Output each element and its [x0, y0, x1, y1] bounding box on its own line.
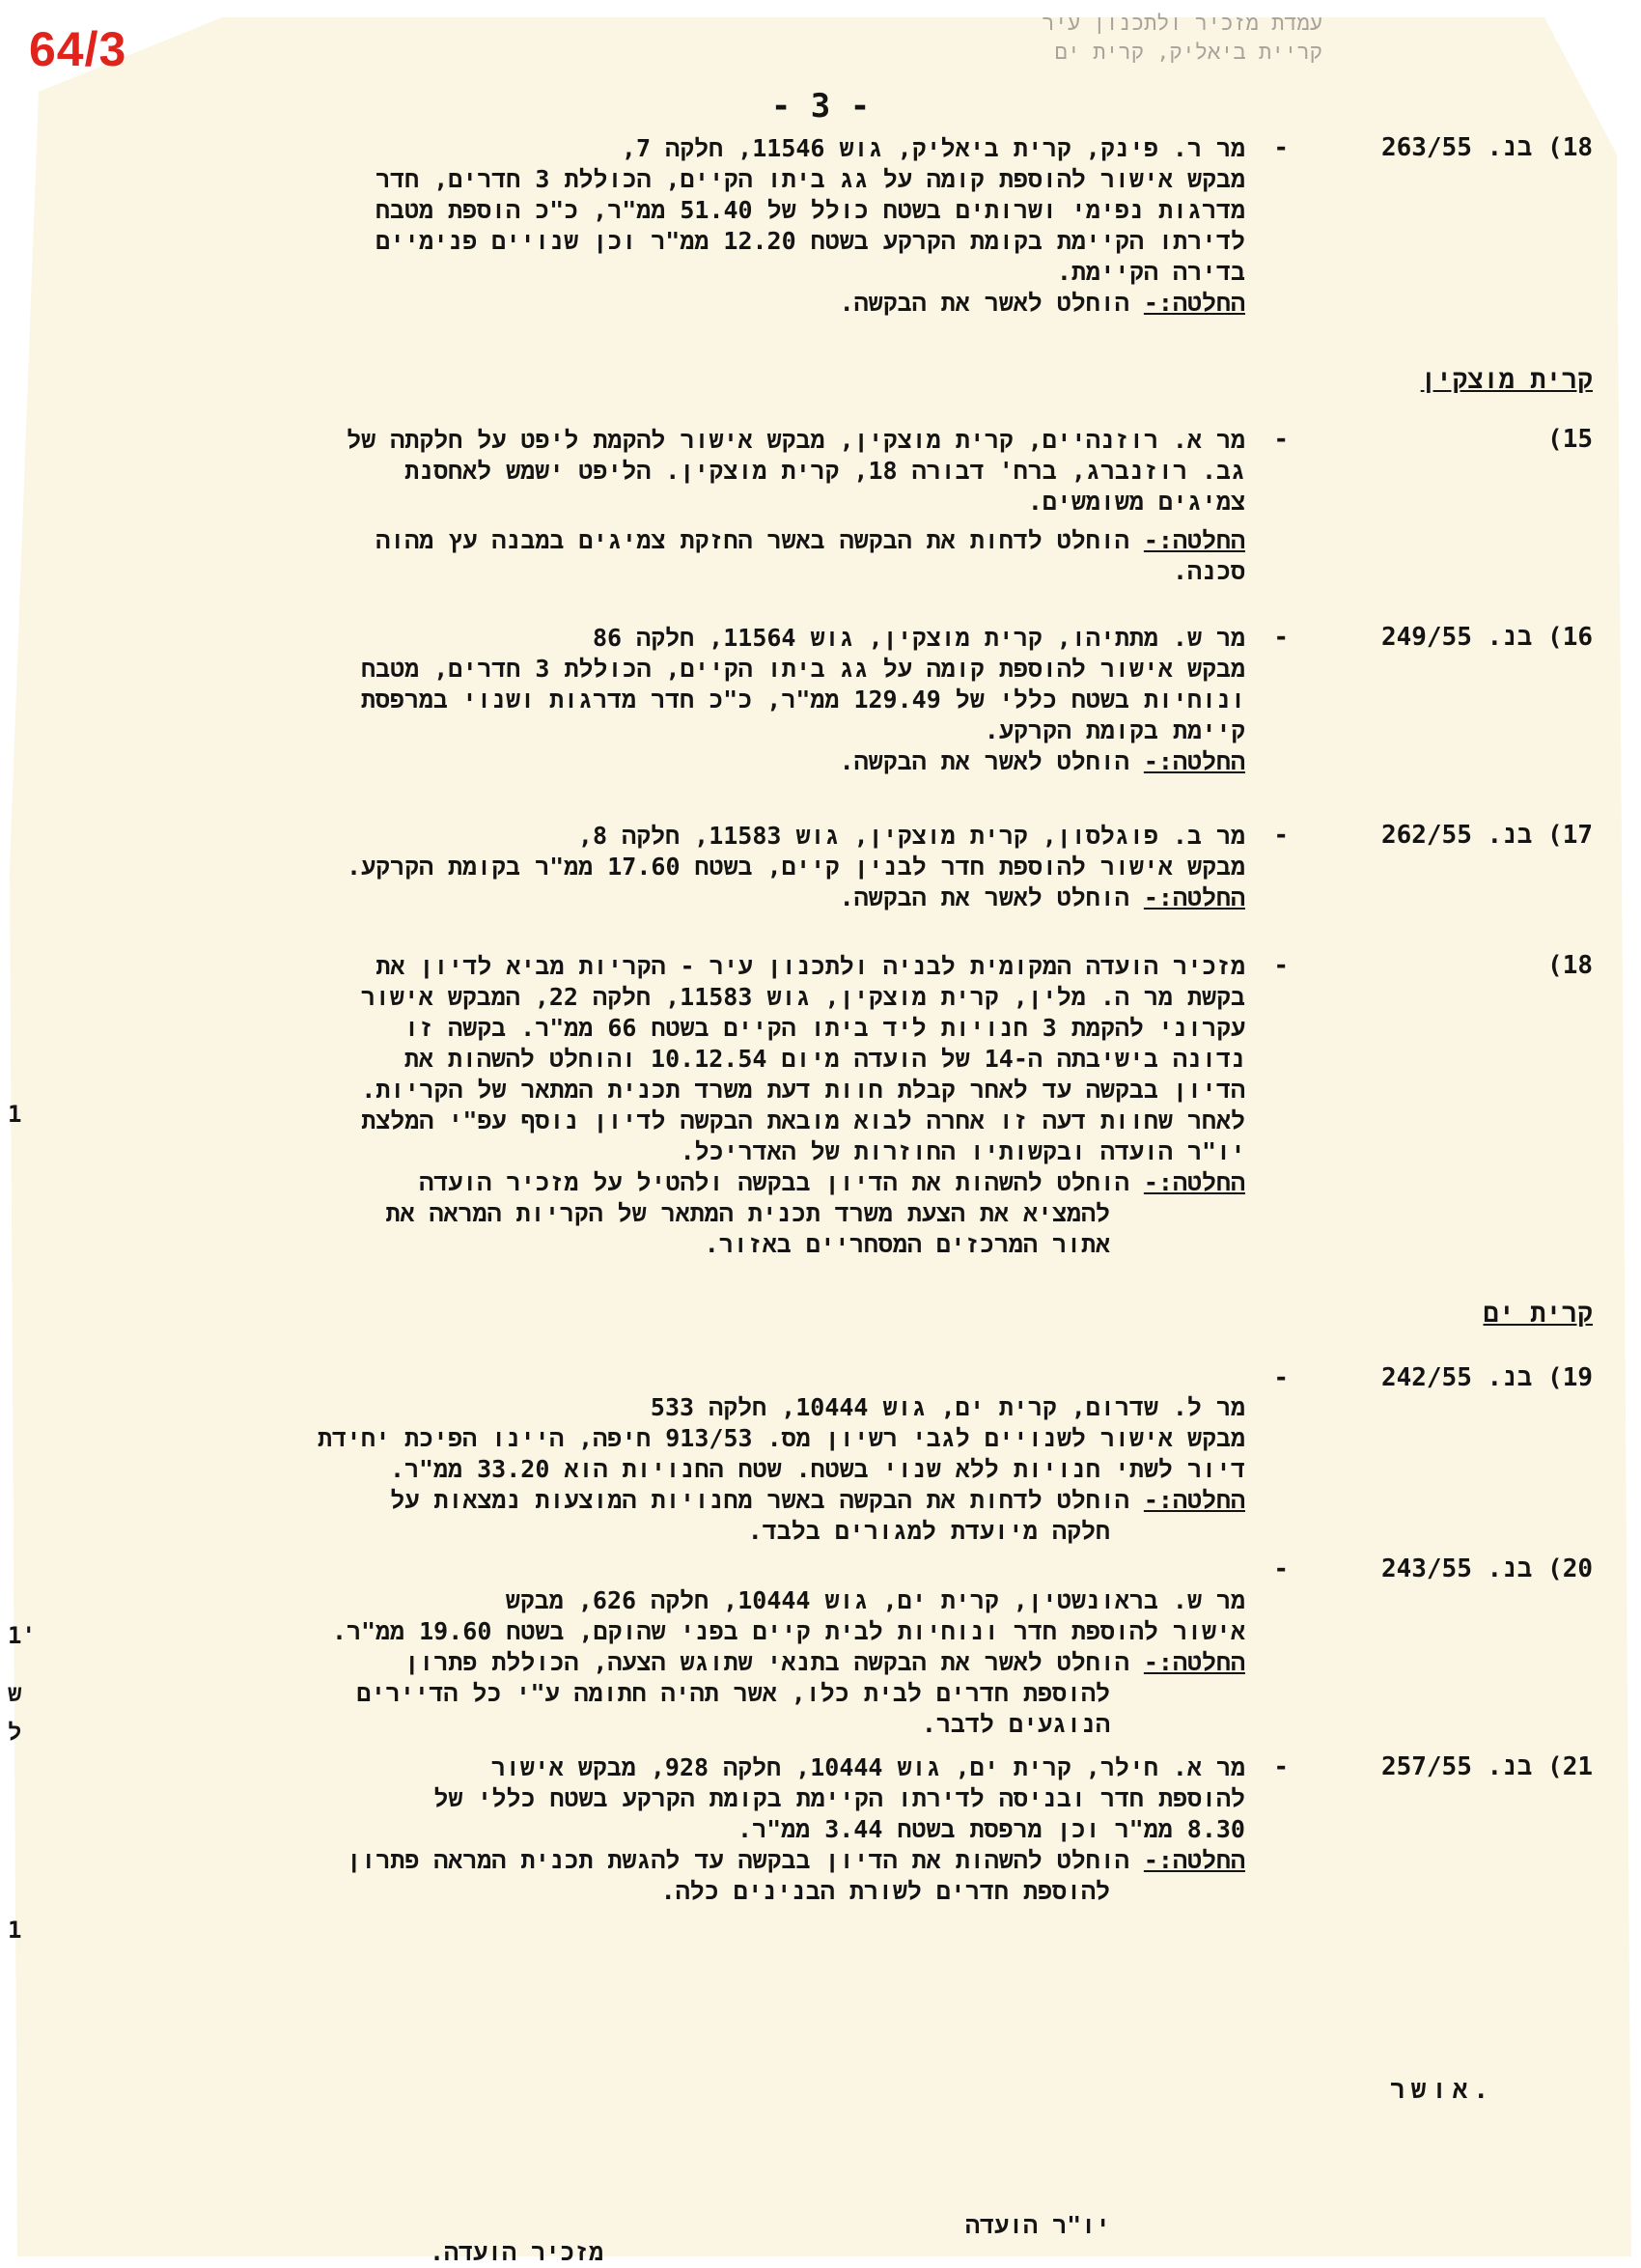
decision-line: [63, 1647, 1245, 1678]
decision-line: להוספת חדרים לבית כלו, אשר תהיה חתומה ע"י כל הדיירים: [356, 1679, 1110, 1707]
entry-line: מבקש אישור להוספת קומה על גג ביתו הקיים, הכוללת 3 חדרים, חדר: [375, 165, 1245, 193]
entry-line: אישור להוספת חדר ונוחיות לבית קיים בפני שהוקם, בשטח 19.60 ממ"ר.: [331, 1617, 1245, 1645]
entry-line: מר א. חילר, קרית ים, גוש 10444, חלקה 928, מבקש אישור: [490, 1753, 1245, 1781]
entry-line: מר ר. פינק, קרית ביאליק, גוש 11546, חלקה 7,: [621, 134, 1245, 162]
decision-line: חלקה מיועדת למגורים בלבד.: [747, 1517, 1110, 1545]
entry-line: דיור לשתי חנויות ללא שנוי בשטח. שטח החנויות הוא 33.20 ממ"ר.: [389, 1455, 1245, 1483]
entry-line: עקרוני להקמת 3 חנויות ליד ביתו הקיים בשטח 66 ממ"ר. בקשה זו: [404, 1014, 1245, 1042]
page-number: - 3 -: [770, 87, 871, 126]
decision-text: הוחלט להשהות את הדיון בבקשה ולהטיל על מזכיר הועדה: [419, 1168, 1129, 1196]
decision-text: הוחלט לאשר את הבקשה.: [839, 883, 1129, 911]
decision-label: החלטה:-: [1143, 1486, 1245, 1514]
section-title: קרית מוצקין: [1420, 365, 1593, 395]
decision-label: החלטה:-: [1143, 883, 1245, 911]
entry-text: [63, 821, 1245, 913]
faint-letterhead-line: קריית ביאליק, קרית ים: [1054, 41, 1322, 65]
margin-mark: 1: [8, 1917, 22, 1944]
entry-text: [63, 1752, 1245, 1907]
decision-text: הוחלט לדחות את הבקשה באשר מחנויות המוצעות נמצאות על: [390, 1486, 1129, 1514]
entry-number: 16) בנ. 249/55: [1380, 623, 1593, 652]
decision-line: [63, 525, 1245, 556]
decision-line: הנוגעים לדבר.: [921, 1710, 1110, 1738]
entry-line: מזכיר הועדה המקומית לבניה ולתכנון עיר - הקריות מביא לדיון את: [375, 952, 1245, 980]
entry-line: צמיגים משומשים.: [1027, 488, 1245, 516]
approval-mark: אושר.: [1390, 2076, 1495, 2105]
entry-line: 8.30 ממ"ר וכן מרפסת בשטח 3.44 ממ"ר.: [737, 1815, 1245, 1843]
entry-number: 17) בנ. 262/55: [1380, 821, 1593, 850]
decision-label: החלטה:-: [1143, 747, 1245, 775]
entry-line: מבקש אישור לשנויים לגבי רשיון מס. 913/53 חיפה, היינו הפיכת יחידת: [317, 1424, 1245, 1452]
entry-dash: -: [1273, 623, 1289, 652]
decision-line: [63, 1167, 1245, 1198]
entry-line: ונוחיות בשטח כללי של 129.49 ממ"ר, כ"כ חדר מדרגות ושנוי במרפסת: [360, 686, 1245, 714]
entry-line: גב. רוזנברג, ברח' דבורה 18, קרית מוצקין. הליפט ישמש לאחסנת: [404, 457, 1245, 485]
decision-label: החלטה:-: [1143, 1846, 1245, 1874]
entry-number: 15): [1547, 425, 1593, 454]
entry-number: 19) בנ. 242/55: [1380, 1363, 1593, 1392]
decision-label: החלטה:-: [1143, 526, 1245, 554]
entry-number: 18): [1547, 951, 1593, 980]
entry-text: [63, 425, 1245, 587]
entry-line: מבקש אישור להוספת חדר לבנין קיים, בשטח 17.60 ממ"ר בקומת הקרקע.: [346, 853, 1245, 881]
entry-dash: -: [1273, 1752, 1289, 1781]
decision-label: החלטה:-: [1143, 289, 1245, 317]
entry-text: [63, 133, 1245, 319]
entry-dash: -: [1273, 1554, 1289, 1583]
signature-chairman: יו"ר הועדה: [965, 2211, 1111, 2239]
decision-line: [63, 288, 1245, 319]
decision-text: הוחלט להשהות את הדיון בבקשה עד להגשת תכנית המראה פתרון: [347, 1846, 1129, 1874]
decision-label: החלטה:-: [1143, 1168, 1245, 1196]
decision-line: [63, 882, 1245, 913]
decision-text: הוחלט לאשר את הבקשה.: [839, 289, 1129, 317]
section-title: קרית ים: [1483, 1299, 1593, 1329]
decision-text: הוחלט לאשר את הבקשה.: [839, 747, 1129, 775]
entry-line: מר ל. שדרום, קרית ים, גוש 10444, חלקה 533: [650, 1393, 1245, 1421]
decision-label: החלטה:-: [1143, 1648, 1245, 1676]
margin-mark: ל: [8, 1719, 22, 1746]
decision-line: סכנה.: [1172, 557, 1245, 585]
entry-line: בקשת מר ה. מלין, קרית מוצקין, גוש 11583, חלקה 22, המבקש אישור: [360, 983, 1245, 1011]
entry-text: [63, 1585, 1245, 1740]
entry-number: 18) בנ. 263/55: [1380, 133, 1593, 162]
decision-text: הוחלט לדחות את הבקשה באשר החזקת צמיגים במבנה עץ מהוה: [375, 526, 1129, 554]
entry-number: 21) בנ. 257/55: [1380, 1752, 1593, 1781]
archive-page-label: 64/3: [29, 22, 127, 76]
entry-dash: -: [1273, 821, 1289, 850]
entry-line: נדונה בישיבתה ה-14 של הועדה מיום 10.12.54 והוחלט להשהות את: [403, 1045, 1245, 1073]
entry-number: 20) בנ. 243/55: [1380, 1554, 1593, 1583]
entry-line: מר א. רוזנהיים, קרית מוצקין, מבקש אישור להקמת ליפט על חלקתה של: [347, 426, 1245, 454]
entry-text: [63, 623, 1245, 777]
entry-line: יו"ר הועדה ובקשותיו החוזרות של האדריכל.: [680, 1137, 1245, 1165]
entry-text: [63, 951, 1245, 1260]
margin-mark: ש: [8, 1680, 22, 1707]
entry-line: מר ש. מתתיהו, קרית מוצקין, גוש 11564, חלקה 86: [592, 624, 1245, 652]
decision-text: הוחלט לאשר את הבקשה בתנאי שתוגש הצעה, הכוללת פתרון: [404, 1648, 1129, 1676]
signature-secretary: מזכיר הועדה.: [430, 2238, 604, 2266]
entry-dash: -: [1273, 1363, 1289, 1392]
decision-line: להמציא את הצעת משרד תכנית המתאר של הקריות המראה את: [385, 1199, 1110, 1227]
decision-line: [63, 1485, 1245, 1516]
decision-line: להוספת חדרים לשורת הבנינים כלה.: [660, 1877, 1110, 1905]
decision-line: [63, 746, 1245, 777]
entry-dash: -: [1273, 133, 1289, 162]
decision-line: אתור המרכזים המסחריים באזור.: [704, 1230, 1110, 1258]
entry-line: לאחר שחוות דעה זו אחרה לבוא מובאת הבקשה לדיון נוסף עפ"י המלצת: [361, 1106, 1245, 1134]
margin-mark: 1: [8, 1101, 22, 1128]
decision-line: [63, 1845, 1245, 1876]
entry-line: מבקש אישור להוספת קומה על גג ביתו הקיים, הכוללת 3 חדרים, מטבח: [361, 655, 1245, 683]
entry-line: מר ב. פוגלסון, קרית מוצקין, גוש 11583, חלקה 8,: [577, 822, 1245, 850]
entry-line: מר ש. בראונשטין, קרית ים, גוש 10444, חלקה 626, מבקש: [505, 1586, 1245, 1614]
entry-line: הדיון בבקשה עד לאחר קבלת חוות דעת משרד תכנית המתאר של הקריות.: [361, 1076, 1245, 1104]
entry-text: [63, 1392, 1245, 1547]
entry-line: קיימת בקומת הקרקע.: [984, 716, 1245, 744]
entry-line: לדירתו הקיימת בקומת הקרקע בשטח 12.20 ממ"ר וכן שנויים פנימיים: [375, 227, 1245, 255]
entry-line: להוספת חדר ובניסה לדירתו הקיימת בקומת הקרקע בשטח כללי של: [433, 1784, 1245, 1812]
entry-line: בדירה הקיימת.: [1056, 258, 1245, 286]
faint-letterhead-line: עמדת מזכיר ולתכנון עיר: [1042, 12, 1322, 36]
faint-letterhead: [878, 10, 1322, 68]
entry-dash: -: [1273, 425, 1289, 454]
entry-dash: -: [1273, 951, 1289, 980]
margin-mark: 1': [8, 1622, 36, 1649]
entry-line: מדרגות נפימי ושרותים בשטח כולל של 51.40 ממ"ר, כ"כ הוספת מטבח: [375, 196, 1245, 224]
